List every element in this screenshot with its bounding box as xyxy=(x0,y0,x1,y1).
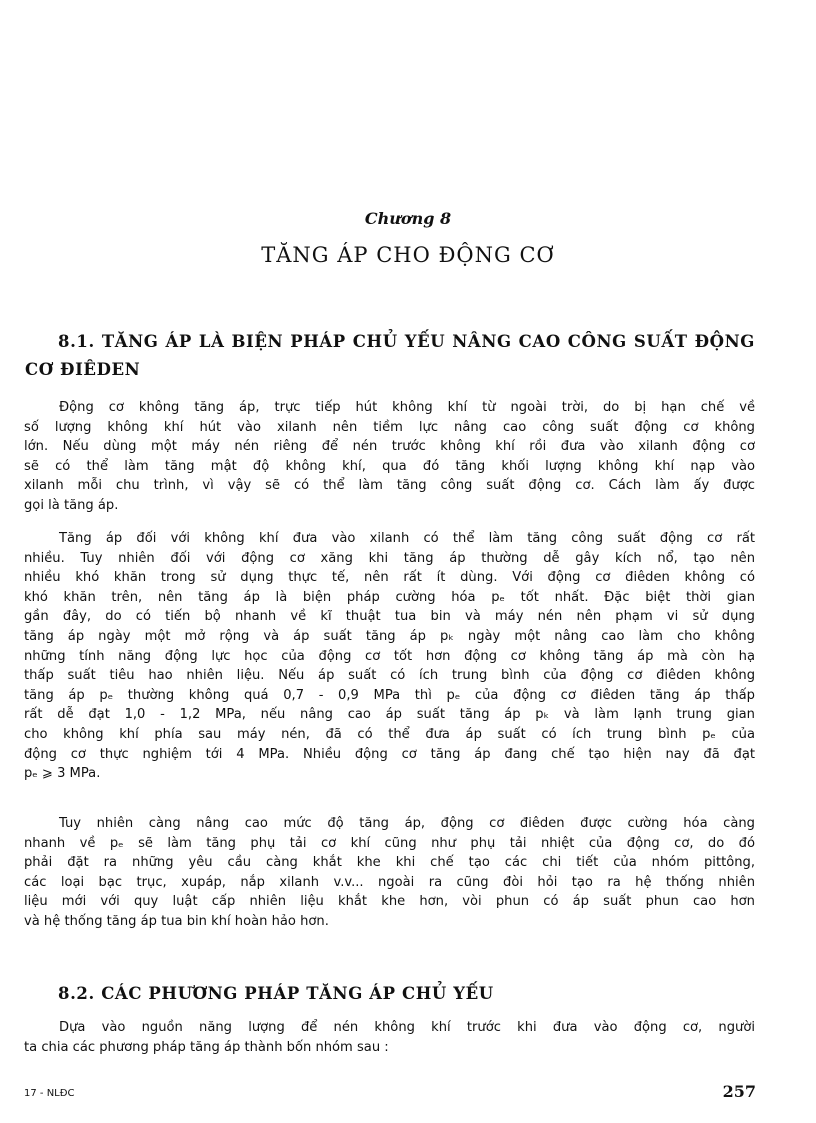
chapter-label: Chương 8 xyxy=(364,209,452,228)
footer-signature: 17 - NLĐC xyxy=(24,1088,75,1099)
text-line: số lượng không khí hút vào xilanh nên tiềm lực nâng cao công suất động cơ không xyxy=(24,419,755,435)
text-line: các loại bạc trục, xupáp, nắp xilanh v.v... ngoài ra cũng đòi hỏi tạo ra hệ thống nhiên xyxy=(24,874,755,890)
text-line: và hệ thống tăng áp tua bin khí hoàn hảo hơn. xyxy=(24,913,329,929)
text-line: khó khăn trên, nên tăng áp là biện pháp cường hóa pₑ tốt nhất. Đặc biệt thời gian xyxy=(24,589,755,605)
text-line: Tuy nhiên càng nâng cao mức độ tăng áp, động cơ điêden được cường hóa càng xyxy=(59,816,755,831)
text-line: cho không khí phía sau máy nén, đã có thể đưa áp suất có ích trung bình pₑ của xyxy=(24,726,755,742)
text-line: rất dễ đạt 1,0 - 1,2 MPa, nếu nâng cao áp suất tăng áp pₖ và làm lạnh trung gian xyxy=(24,707,755,723)
text-line: nhiều. Tuy nhiên đối với động cơ xăng khi tăng áp thường dễ gây kích nổ, tạo nên xyxy=(24,550,755,566)
text-line: nhiều khó khăn trong sử dụng thực tế, nên rất ít dùng. Với động cơ điêden không có xyxy=(24,570,755,586)
text-line: thấp suất tiêu hao nhiên liệu. Nếu áp suất có ích trung bình của động cơ điêden không xyxy=(24,668,755,684)
text-line: xilanh mỗi chu trình, vì vậy sẽ có thể làm tăng công suất động cơ. Cách làm ấy được xyxy=(24,478,755,494)
text-line: lớn. Nếu dùng một máy nén riêng để nén trước không khí rồi đưa vào xilanh động cơ xyxy=(24,439,755,455)
section-heading-8-2: 8.2. CÁC PHƯƠNG PHÁP TĂNG ÁP CHỦ YẾU xyxy=(58,984,494,1003)
text-line: ta chia các phương pháp tăng áp thành bốn nhóm sau : xyxy=(24,1039,389,1055)
paragraph xyxy=(24,529,755,784)
text-line: động cơ thực nghiệm tới 4 MPa. Nhiều động cơ tăng áp đang chế tạo hiện nay đã đạt xyxy=(24,746,755,762)
text-line: liệu mới với quy luật cấp nhiên liệu khắt khe hơn, vòi phun có áp suất phun cao hơn xyxy=(24,894,755,910)
chapter-title: TĂNG ÁP CHO ĐỘNG CƠ xyxy=(261,243,555,267)
text-line: gần đây, do có tiến bộ nhanh về kĩ thuật tua bin và máy nén nên phạm vi sử dụng xyxy=(24,609,755,625)
section-heading-8-1: 8.1. TĂNG ÁP LÀ BIỆN PHÁP CHỦ YẾU NÂNG CAO CÔNG SUẤT ĐỘNG CƠ ĐIÊDEN xyxy=(25,332,755,379)
text-line: pₑ ⩾ 3 MPa. xyxy=(24,766,101,782)
text-line: Tăng áp đối với không khí đưa vào xilanh có thể làm tăng công suất động cơ rất xyxy=(59,531,755,546)
paragraph xyxy=(24,814,755,932)
page-number: 257 xyxy=(722,1082,756,1101)
text-line: Động cơ không tăng áp, trực tiếp hút không khí từ ngoài trời, do bị hạn chế về xyxy=(59,400,755,415)
text-line: phải đặt ra những yêu cầu càng khắt khe khi chế tạo các chi tiết của nhóm pittông, xyxy=(24,855,755,871)
paragraph xyxy=(24,1018,755,1057)
text-line: tăng áp ngày một mở rộng và áp suất tăng áp pₖ ngày một nâng cao làm cho không xyxy=(24,628,755,644)
text-line: tăng áp pₑ thường không quá 0,7 - 0,9 MPa thì pₑ của động cơ điêden tăng áp thấp xyxy=(24,687,755,703)
text-line: nhanh về pₑ sẽ làm tăng phụ tải cơ khí cũng như phụ tải nhiệt của động cơ, do đó xyxy=(24,835,755,851)
text-line: Dựa vào nguồn năng lượng để nén không khí trước khi đưa vào động cơ, người xyxy=(59,1020,755,1035)
paragraph xyxy=(24,398,755,516)
text-line: sẽ có thể làm tăng mật độ không khí, qua đó tăng khối lượng không khí nạp vào xyxy=(24,458,755,474)
text-line: những tính năng động lực học của động cơ tốt hơn động cơ không tăng áp mà còn hạ xyxy=(24,648,755,664)
text-line: gọi là tăng áp. xyxy=(24,497,119,513)
